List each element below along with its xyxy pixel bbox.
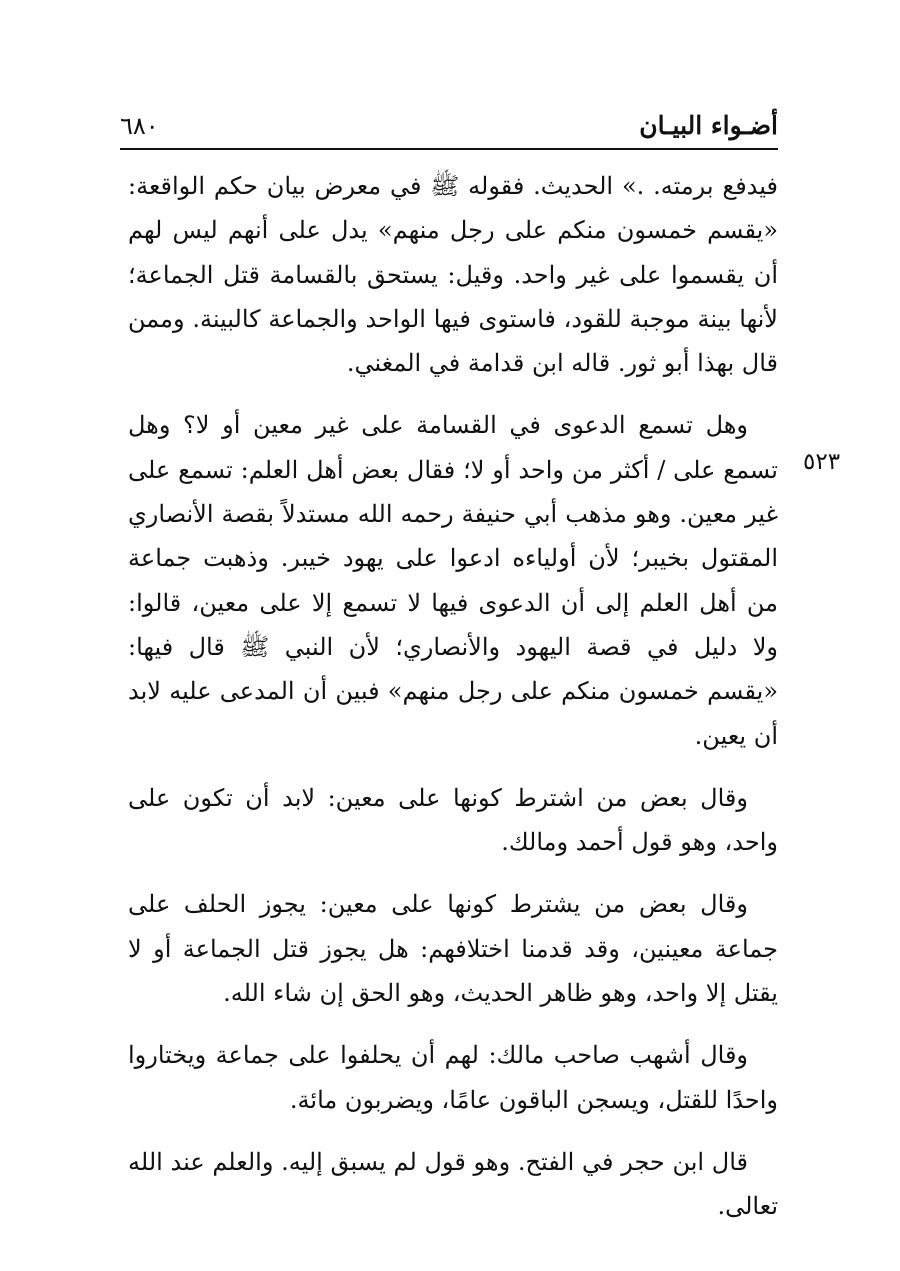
body-text xyxy=(128,164,778,1229)
paragraph-1: فيدفع برمته. .» الحديث. فقوله ﷺ في معرض بيان حكم الواقعة: «يقسم خمسون منكم على رجل منهم» يدل على أنهم ليس لهم أن يقسموا على غير واحد. وقيل: يستحق بالقسامة قتل الجماعة؛ لأنها بينة موجبة للقود، فاستوى فيها الواحد والجماعة كالبينة. وممن قال بهذا أبو ثور. قاله ابن قدامة في المغني. xyxy=(128,172,778,378)
running-title: أضـواء البيـان xyxy=(639,111,778,140)
header-divider xyxy=(120,148,778,150)
paragraph-3: وقال بعض من اشترط كونها على معين: لابد أن تكون على واحد، وهو قول أحمد ومالك. xyxy=(128,783,778,857)
page-header xyxy=(120,108,778,144)
margin-page-reference: ٥٢٣ xyxy=(803,449,841,475)
paragraph-2: وهل تسمع الدعوى في القسامة على غير معين أو لا؟ وهل تسمع على / أكثر من واحد أو لا؛ فقال بعض أهل العلم: تسمع على غير معين. وهو مذهب أبي حنيفة رحمه الله مستدلاً بقصة الأنصاري المقتول بخيبر؛ لأن أولياءه ادعوا على يهود خيبر. وذهبت جماعة من أهل العلم إلى أن الدعوى فيها لا تسمع إلا على معين، قالوا: ولا دليل في قصة اليهود والأنصاري؛ لأن النبي ﷺ قال فيها: «يقسم خمسون منكم على رجل منهم» فبين أن المدعى عليه لابد أن يعين. xyxy=(128,411,778,750)
page-number: ٦٨٠ xyxy=(120,112,159,140)
paragraph-6: قال ابن حجر في الفتح. وهو قول لم يسبق إليه. والعلم عند الله تعالى. xyxy=(128,1147,778,1221)
paragraph-5: وقال أشهب صاحب مالك: لهم أن يحلفوا على جماعة ويختاروا واحدًا للقتل، ويسجن الباقون عامًا، ويضربون مائة. xyxy=(128,1041,778,1114)
paragraph-4: وقال بعض من يشترط كونها على معين: يجوز الحلف على جماعة معينين، وقد قدمنا اختلافهم: هل يجوز قتل الجماعة أو لا يقتل إلا واحد، وهو ظاهر الحديث، وهو الحق إن شاء الله. xyxy=(128,890,778,1008)
